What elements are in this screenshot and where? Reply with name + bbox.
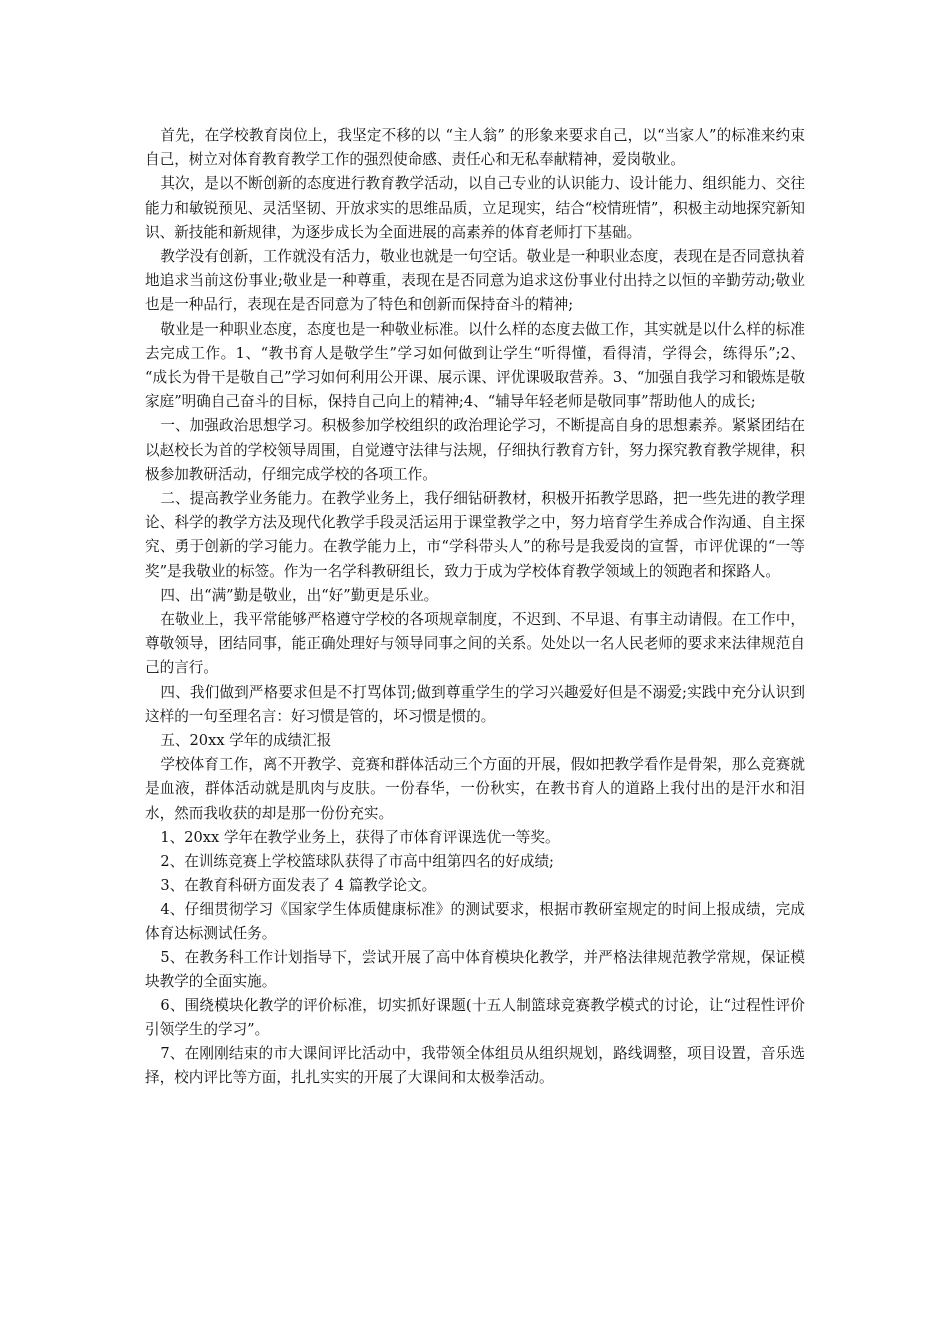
paragraph-attendance: 在敬业上，我平常能够严格遵守学校的各项规章制度，不迟到、不早退、有事主动请假。在工作中，尊敬领导，团结同事，能正确处理好与领导同事之间的关系。处处以一名人民老师的要求来法律规范自己的言行。 xyxy=(145,611,805,677)
section-heading-4b: 四、我们做到严格要求但是不打骂体罚;做到尊重学生的学习兴趣爱好但是不溺爱;实践中充分认识到这样的一句至理名言：好习惯是管的，坏习惯是惯的。 xyxy=(145,683,805,725)
document-body xyxy=(145,124,805,1090)
achievement-item-2: 2、在训练竞赛上学校篮球队获得了市高中组第四名的好成绩; xyxy=(160,852,554,870)
achievement-item-4: 4、仔细贯彻学习《国家学生体质健康标准》的测试要求，根据市教研室规定的时间上报成绩，完成体育达标测试任务。 xyxy=(145,900,805,942)
section-heading-2: 二、提高教学业务能力。在教学业务上，我仔细钻研教材，积极开拓教学思路，把一些先进的教学理论、科学的教学方法及现代化教学手段灵活运用于课堂教学之中，努力培育学生养成合作沟通、自主探究、勇于创新的学习能力。在教学能力上，市“学科带头人”的称号是我爱岗的宣誓，市评优课的“一等奖”是我敬业的标签。作为一名学科教研组长，致力于成为学校体育教学领域上的领跑者和探路人。 xyxy=(145,490,805,580)
paragraph-summary: 学校体育工作，离不开教学、竞赛和群体活动三个方面的开展，假如把教学看作是骨架，那么竞赛就是血液，群体活动就是肌肉与皮肤。一份春华，一份秋实，在教书育人的道路上我付出的是汗水和泪水，然而我收获的却是那一份份充实。 xyxy=(145,756,805,822)
achievement-item-6: 6、围绕模块化教学的评价标准，切实抓好课题(十五人制篮球竞赛教学模式的讨论，让“过程性评价引领学生的学习”。 xyxy=(145,996,805,1038)
section-heading-4a: 四、出“满”勤是敬业，出“好”勤更是乐业。 xyxy=(160,586,439,604)
paragraph-3: 教学没有创新，工作就没有活力，敬业也就是一句空话。敬业是一种职业态度，表现在是否同意执着地追求当前这份事业;敬业是一种尊重，表现在是否同意为追求这份事业付出持之以恒的辛勤劳动;敬业也是一种品行，表现在是否同意为了特色和创新而保持奋斗的精神; xyxy=(145,248,805,314)
paragraph-4: 敬业是一种职业态度，态度也是一种敬业标准。以什么样的态度去做工作，其实就是以什么样的标准去完成工作。1、“教书育人是敬学生”学习如何做到让学生“听得懂，看得清，学得会，练得乐”;2、 “成长为骨干是敬自己”学习如何利用公开课、展示课、评优课吸取营养。3、“加强自我学习和锻炼是敬家庭”明确自己奋斗的目标，保持自己向上的精神;4、“辅导年轻老师是敬同事”帮助他人的成长; xyxy=(145,320,805,411)
achievement-item-5: 5、在教务科工作计划指导下，尝试开展了高中体育模块化教学，并严格法律规范教学常规，保证模块教学的全面实施。 xyxy=(145,948,805,990)
achievement-item-7: 7、在刚刚结束的市大课间评比活动中，我带领全体组员从组织规划，路线调整，项目设置，音乐选择，校内评比等方面，扎扎实实的开展了大课间和太极拳活动。 xyxy=(145,1044,805,1086)
section-heading-5: 五、20xx 学年的成绩汇报 xyxy=(160,732,332,750)
achievement-item-3: 3、在教育科研方面发表了 4 篇教学论文。 xyxy=(160,876,437,894)
section-heading-1: 一、加强政治思想学习。积极参加学校组织的政治理论学习，不断提高自身的思想素养。紧紧团结在以赵校长为首的学校领导周围，自觉遵守法律与法规，仔细执行教育方针，努力探究教育教学规律，积极参加教研活动，仔细完成学校的各项工作。 xyxy=(145,417,805,483)
paragraph-2: 其次，是以不断创新的态度进行教育教学活动，以自己专业的认识能力、设计能力、组织能力、交往能力和敏锐预见、灵活坚韧、开放求实的思维品质，立足现实，结合“校情班情”，积极主动地探究新知识、新技能和新规律，为逐步成长为全面进展的高素养的体育老师打下基础。 xyxy=(145,175,805,241)
achievement-item-1: 1、20xx 学年在教学业务上，获得了市体育评课选优一等奖。 xyxy=(160,828,560,846)
paragraph-1: 首先，在学校教育岗位上，我坚定不移的以 “主人翁” 的形象来要求自己，以“当家人”的标准来约束自己，树立对体育教育教学工作的强烈使命感、责任心和无私奉献精神，爱岗敬业。 xyxy=(145,127,805,169)
